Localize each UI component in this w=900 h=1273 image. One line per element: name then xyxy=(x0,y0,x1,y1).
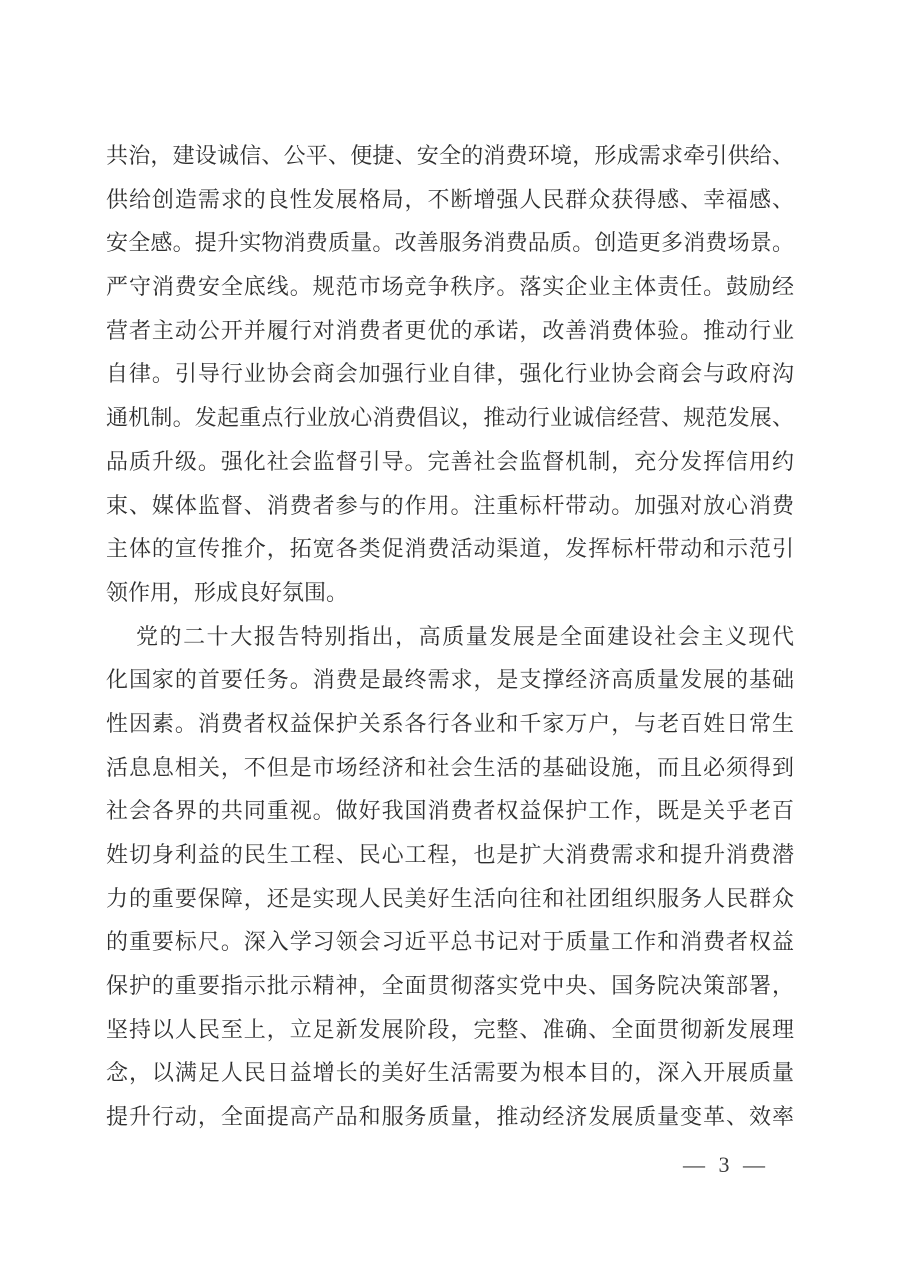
document-body xyxy=(106,134,794,1139)
text-line: 党的二十大报告特别指出，高质量发展是全面建设社会主义现代 xyxy=(136,623,794,649)
text-line: 活息息相关，不但是市场经济和社会生活的基础设施，而且必须得到 xyxy=(106,754,794,780)
text-line: 束、媒体监督、消费者参与的作用。注重标杆带动。加强对放心消费 xyxy=(106,492,794,518)
text-line: 力的重要保障，还是实现人民美好生活向往和社团组织服务人民群众 xyxy=(106,885,794,911)
text-line: 供给创造需求的良性发展格局，不断增强人民群众获得感、幸福感、 xyxy=(106,186,794,212)
page-number: — 3 — xyxy=(683,1152,765,1177)
text-line: 共治，建设诚信、公平、便捷、安全的消费环境，形成需求牵引供给、 xyxy=(106,143,794,168)
text-line: 安全感。提升实物消费质量。改善服务消费品质。创造更多消费场景。 xyxy=(106,230,794,256)
paragraph-1 xyxy=(106,134,794,615)
text-line: 性因素。消费者权益保护关系各行各业和千家万户，与老百姓日常生 xyxy=(106,710,794,736)
text-line: 念，以满足人民日益增长的美好生活需要为根本目的，深入开展质量 xyxy=(106,1060,794,1086)
text-line: 化国家的首要任务。消费是最终需求，是支撑经济高质量发展的基础 xyxy=(106,667,794,693)
text-line: 提升行动，全面提高产品和服务质量，推动经济发展质量变革、效率 xyxy=(106,1104,794,1130)
paragraph-2 xyxy=(106,615,794,1139)
text-line: 保护的重要指示批示精神，全面贯彻落实党中央、国务院决策部署， xyxy=(106,973,794,999)
text-line: 营者主动公开并履行对消费者更优的承诺，改善消费体验。推动行业 xyxy=(106,317,794,343)
text-line: 姓切身利益的民生工程、民心工程，也是扩大消费需求和提升消费潜 xyxy=(106,842,794,867)
text-line: 坚持以人民至上，立足新发展阶段，完整、准确、全面贯彻新发展理 xyxy=(106,1016,794,1042)
text-line: 领作用，形成良好氛围。 xyxy=(106,579,349,605)
text-line: 的重要标尺。深入学习领会习近平总书记对于质量工作和消费者权益 xyxy=(106,929,794,955)
text-line: 自律。引导行业协会商会加强行业自律，强化行业协会商会与政府沟 xyxy=(106,361,794,387)
text-line: 严守消费安全底线。规范市场竞争秩序。落实企业主体责任。鼓励经 xyxy=(106,274,794,300)
text-line: 主体的宣传推介，拓宽各类促消费活动渠道，发挥标杆带动和示范引 xyxy=(106,536,794,562)
text-line: 通机制。发起重点行业放心消费倡议，推动行业诚信经营、规范发展、 xyxy=(106,405,794,431)
text-line: 社会各界的共同重视。做好我国消费者权益保护工作，既是关乎老百 xyxy=(106,798,794,824)
text-line: 品质升级。强化社会监督引导。完善社会监督机制，充分发挥信用约 xyxy=(106,448,794,474)
